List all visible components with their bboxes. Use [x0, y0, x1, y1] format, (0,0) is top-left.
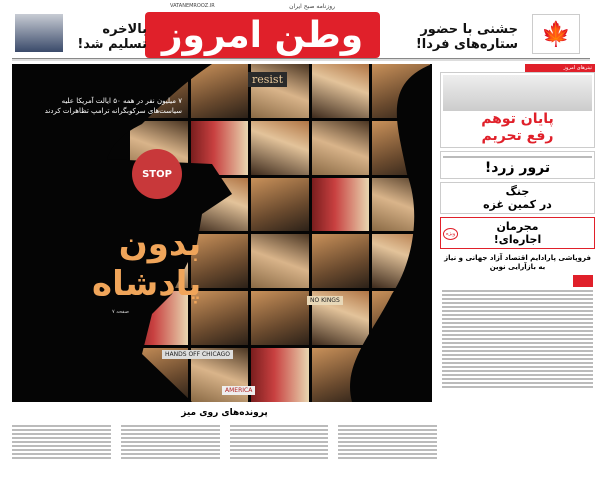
right-teaser[interactable] — [385, 22, 518, 52]
sidebar-item[interactable] — [440, 252, 595, 392]
teaser-title: ستاره‌های فردا! — [415, 37, 518, 52]
chicago-sign: HANDS OFF CHICAGO — [162, 350, 233, 359]
headline-line: بدون — [118, 224, 202, 264]
item-title: رفع تحریم — [481, 128, 554, 144]
article-body-text — [442, 290, 593, 388]
no-kings-sign: NO KINGS — [307, 296, 343, 305]
sidebar-item[interactable] — [440, 151, 595, 179]
tagline: روزنامه صبح ایران — [289, 3, 335, 10]
item-title: پایان توهم — [481, 111, 554, 127]
newspaper-logo: وطن امروز — [145, 12, 380, 58]
site-url[interactable]: VATANEMROOZ.IR — [170, 3, 215, 9]
masthead-rule — [12, 58, 590, 61]
item-title: اجاره‌ای! — [493, 233, 542, 246]
item-title: فروپاشی پارادایم اقتصاد آزاد جهانی و نیاز به بازآرایی نوین — [444, 254, 591, 271]
sidebar-item[interactable] — [440, 217, 595, 249]
stop-sign: STOP — [132, 149, 182, 199]
item-title: جنگ — [505, 185, 530, 198]
sidebar-photo — [443, 75, 592, 111]
sidebar-item[interactable] — [440, 72, 595, 148]
left-teaser[interactable] — [65, 22, 147, 52]
author-photo — [573, 275, 593, 287]
main-headline[interactable] — [92, 224, 201, 304]
maple-leaf-icon: 🍁 — [532, 14, 580, 54]
teaser-title: جشنی با حضور — [420, 22, 518, 37]
main-photo-collage[interactable] — [12, 64, 432, 402]
item-title: در کمین غزه — [483, 198, 552, 211]
teaser-title: بالاخره — [102, 22, 147, 37]
main-subtitle: ۷ میلیون نفر در همه ۵۰ ایالت آمریکا علیه سیاست‌های سرکوبگرانه ترامپ تظاهرات کردند — [44, 97, 182, 115]
bottom-section — [12, 408, 437, 478]
item-title: مجرمان — [496, 220, 539, 233]
section-label: تیترهای امروز — [525, 64, 595, 72]
teaser-title: تسلیم شد! — [77, 37, 147, 52]
special-badge: ویژه — [443, 228, 458, 240]
page-ref: صفحه ۷ — [112, 309, 129, 315]
item-title: ترور زرد! — [484, 160, 551, 176]
bottom-headline[interactable]: پرونده‌های روی میز — [181, 408, 268, 418]
left-teaser-photo — [15, 14, 63, 52]
america-sign: AMERICA — [222, 386, 255, 395]
sidebar-item[interactable] — [440, 182, 595, 214]
bottom-columns — [12, 423, 437, 461]
headline-line: پادشاه — [92, 264, 202, 304]
sidebar — [440, 64, 595, 478]
resist-sign: resist — [248, 72, 287, 87]
